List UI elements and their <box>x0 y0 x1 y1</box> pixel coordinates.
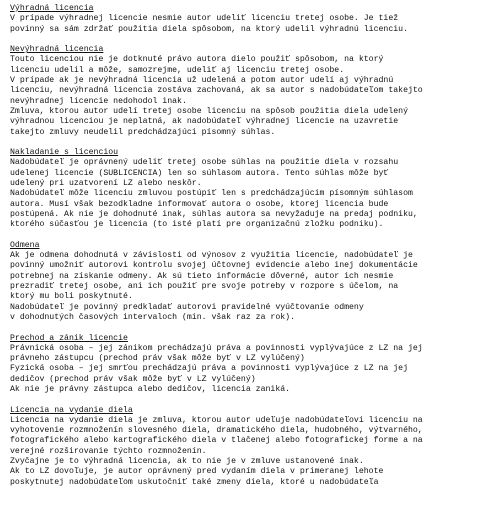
section <box>10 4 490 35</box>
paragraph-line: ktorý mu boli poskytnuté. <box>10 292 133 302</box>
paragraph-line: autora. Musí však bezodkladne informovať autora o osobe, ktorej licencia bude <box>10 199 389 209</box>
section <box>10 241 490 323</box>
document-body <box>10 4 490 498</box>
section-heading: Licencia na vydanie diela <box>10 405 133 415</box>
paragraph-line: Zmluva, ktorou autor udelí tretej osobe licenciu na spôsob použitia diela udelený <box>10 106 408 116</box>
paragraph-line: Nadobúdateľ môže licenciu zmluvou postúpiť len s predchádzajúcim písomným súhlasom <box>10 189 413 199</box>
paragraph-line: postúpená. Ak nie je dohodnuté inak, súhlas autora sa nevyžaduje na predaj podniku, <box>10 209 418 219</box>
paragraph-line: Právnická osoba – jej zánikom prechádzajú práva a povinnosti vyplývajúce z LZ na jej <box>10 343 423 353</box>
paragraph-line: V prípade výhradnej licencie nesmie autor udeliť licenciu tretej osobe. Je tiež <box>10 14 399 24</box>
paragraph-line: Ak to LZ dovoľuje, je autor oprávnený pred vydaním diela v primeranej lehote <box>10 467 384 477</box>
section-heading: Výhradná licencia <box>10 4 94 13</box>
section <box>10 148 490 230</box>
paragraph-line: potrebnej na získanie odmeny. Ak sú tieto informácie dôverné, autor ich nesmie <box>10 271 394 281</box>
paragraph-line: prezradiť tretej osobe, ani ich použiť pre svoje potreby v rozpore s účelom, na <box>10 282 399 292</box>
paragraph-line: právneho zástupcu (prechod práv však môže byť v LZ vylúčený) <box>10 354 305 364</box>
paragraph-line: povinný sa sám zdržať použitia diela spôsobom, na ktorý udelil výhradnú licenciu. <box>10 24 408 34</box>
paragraph-line: Nadobúdateľ je povinný predkladať autorovi pravidelné vyúčtovanie odmeny <box>10 302 364 312</box>
paragraph-line: Touto licenciou nie je dotknuté právo autora dielo použiť spôsobom, na ktorý <box>10 55 384 65</box>
paragraph-line: udelený pri uzatvorení LZ alebo neskôr. <box>10 179 202 189</box>
section-heading: Odmena <box>10 240 40 250</box>
paragraph-line: nevýhradnej licencie nedohodol inak. <box>10 96 187 106</box>
paragraph-line: povinný umožniť autorovi kontrolu svojej účtovnej evidencie alebo inej dokumentácie <box>10 261 418 271</box>
paragraph-line: Ak je odmena dohodnutá v závislosti od výnosov z využitia licencie, nadobúdateľ je <box>10 251 413 261</box>
paragraph-line: Zvyčajne je to výhradná licencia, ak to nie je v zmluve ustanovené inak. <box>10 457 364 467</box>
paragraph-line: licenciu udelil a môže, samozrejme, udeliť aj licenciu tretej osobe. <box>10 65 345 75</box>
section-heading: Nevýhradná licencia <box>10 45 104 55</box>
section <box>10 334 490 396</box>
section-heading: Nakladanie s licenciou <box>10 148 119 158</box>
paragraph-line: Licencia na vydanie diela je zmluva, ktorou autor udeľuje nadobúdateľovi licenciu na <box>10 415 423 425</box>
paragraph-line: v dohodnutých časových intervaloch (min. však raz za rok). <box>10 312 295 322</box>
paragraph-line: poskytnutej nadobúdateľom uskutočniť také zmeny diela, ktoré u nadobúdateľa <box>10 477 379 487</box>
paragraph-line: licenciu, nevýhradná licencia zostáva zachovaná, ak sa autor s nadobúdateľom takejto <box>10 86 423 96</box>
paragraph-line: Nadobúdateľ je oprávnený udeliť tretej osobe súhlas na použitie diela v rozsahu <box>10 158 399 168</box>
paragraph-line: takejto zmluvy neudelil predchádzajúci písomný súhlas. <box>10 127 276 137</box>
paragraph-line: ktorého súčasťou je licencia (to isté platí pre organizačnú zložku podniku). <box>10 220 384 230</box>
paragraph-line: vyhotovenie rozmnoženín slovesného diela, dramatického diela, hudobného, výtvarného, <box>10 426 423 436</box>
paragraph-line: verejné rozširovanie týchto rozmnoženín. <box>10 446 207 456</box>
paragraph-line: V prípade ak je nevýhradná licencia už udelená a potom autor udelí aj výhradnú <box>10 76 394 86</box>
paragraph-line: udelenej licencie (SUBLICENCIA) len so súhlasom autora. Tento súhlas môže byť <box>10 168 389 178</box>
paragraph-line: Ak nie je právny zástupca alebo dedičov, licencia zaniká. <box>10 384 291 394</box>
section <box>10 45 490 138</box>
paragraph-line: Fyzická osoba – jej smrťou prechádzajú práva a povinnosti vyplývajúce z LZ na jej <box>10 364 408 374</box>
section-heading: Prechod a zánik licencie <box>10 333 128 343</box>
paragraph-line: výhradnou licenciou je neplatná, ak nadobúdateľ výhradnej licencie na uzavretie <box>10 117 399 127</box>
paragraph-line: fotografického alebo kartografického diela v tlačenej alebo fotografickej forme a na <box>10 436 423 446</box>
paragraph-line: dedičov (prechod práv však môže byť v LZ vylúčený) <box>10 374 256 384</box>
section <box>10 406 490 488</box>
